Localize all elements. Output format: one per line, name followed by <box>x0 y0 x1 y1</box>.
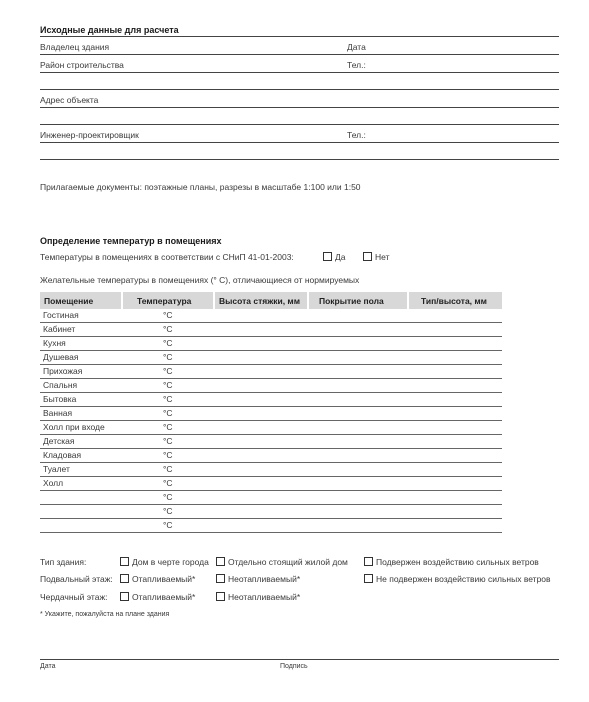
table-row <box>40 407 502 421</box>
district-label: Район строительства <box>40 60 124 70</box>
attic-heated-option[interactable] <box>120 592 195 602</box>
table-header-row <box>40 292 502 309</box>
checkbox-icon[interactable] <box>216 557 225 566</box>
table-row <box>40 435 502 449</box>
option-label: Отапливаемый* <box>132 592 196 602</box>
col-type-height: Тип/высота, мм <box>408 292 502 309</box>
room-name: Гостиная <box>40 309 122 323</box>
temperature-cell[interactable] <box>122 519 214 533</box>
floor-covering-cell[interactable] <box>308 505 408 519</box>
floor-covering-cell[interactable] <box>308 449 408 463</box>
no-label: Нет <box>375 252 390 262</box>
footnote: * Укажите, пожалуйста на плане здания <box>40 611 170 618</box>
room-name: Ванная <box>40 407 122 421</box>
col-floor-covering: Покрытие пола <box>308 292 408 309</box>
attic-unheated-option[interactable] <box>216 592 300 602</box>
floor-covering-cell[interactable] <box>308 421 408 435</box>
screed-height-cell[interactable] <box>214 491 308 505</box>
screed-height-cell[interactable] <box>214 449 308 463</box>
tel-label: Тел.: <box>347 60 366 70</box>
floor-covering-cell[interactable] <box>308 365 408 379</box>
degree-unit: °C <box>163 310 173 320</box>
table-row <box>40 505 502 519</box>
screed-height-cell[interactable] <box>214 393 308 407</box>
room-name: Кладовая <box>40 449 122 463</box>
room-name: Туалет <box>40 463 122 477</box>
basement-label: Подвальный этаж: <box>40 574 113 584</box>
temperature-cell[interactable] <box>122 505 214 519</box>
type-height-cell[interactable] <box>408 379 502 393</box>
yes-label: Да <box>335 252 346 262</box>
screed-height-cell[interactable] <box>214 407 308 421</box>
type-height-cell[interactable] <box>408 407 502 421</box>
checkbox-icon[interactable] <box>120 574 129 583</box>
type-option-detached[interactable] <box>216 557 348 567</box>
floor-covering-cell[interactable] <box>308 491 408 505</box>
checkbox-icon[interactable] <box>363 252 372 261</box>
type-height-cell[interactable] <box>408 463 502 477</box>
checkbox-icon[interactable] <box>120 557 129 566</box>
type-height-cell[interactable] <box>408 323 502 337</box>
option-label: Отдельно стоящий жилой дом <box>228 557 348 567</box>
screed-height-cell[interactable] <box>214 337 308 351</box>
table-row <box>40 449 502 463</box>
type-height-cell[interactable] <box>408 337 502 351</box>
table-row <box>40 421 502 435</box>
divider <box>40 36 559 37</box>
table-row <box>40 477 502 491</box>
temperature-cell[interactable] <box>122 435 214 449</box>
address-label: Адрес объекта <box>40 95 99 105</box>
engineer-label: Инженер-проектировщик <box>40 130 139 140</box>
table-row <box>40 393 502 407</box>
screed-height-cell[interactable] <box>214 421 308 435</box>
checkbox-icon[interactable] <box>120 592 129 601</box>
temperature-cell[interactable] <box>122 337 214 351</box>
floor-covering-cell[interactable] <box>308 379 408 393</box>
type-height-cell[interactable] <box>408 519 502 533</box>
room-name <box>40 505 122 519</box>
type-height-cell[interactable] <box>408 309 502 323</box>
degree-unit: °C <box>163 338 173 348</box>
type-height-cell[interactable] <box>408 421 502 435</box>
type-height-cell[interactable] <box>408 505 502 519</box>
table-row <box>40 365 502 379</box>
degree-unit: °C <box>163 394 173 404</box>
source-title: Исходные данные для расчета <box>40 25 179 35</box>
floor-covering-cell[interactable] <box>308 323 408 337</box>
temperature-cell[interactable] <box>122 477 214 491</box>
blank-field-line[interactable] <box>40 124 559 125</box>
temperature-cell[interactable] <box>122 407 214 421</box>
option-label: Неотапливаемый* <box>228 574 301 584</box>
screed-height-cell[interactable] <box>214 323 308 337</box>
checkbox-icon[interactable] <box>216 574 225 583</box>
degree-unit: °C <box>163 366 173 376</box>
snip-text: Температуры в помещениях в соответствии с СНиП 41-01-2003: <box>40 252 294 262</box>
blank-field-line[interactable] <box>40 159 559 160</box>
room-name: Прихожая <box>40 365 122 379</box>
degree-unit: °C <box>163 380 173 390</box>
option-label: Отапливаемый* <box>132 574 196 584</box>
temperature-cell[interactable] <box>122 309 214 323</box>
temps-title: Определение температур в помещениях <box>40 236 222 246</box>
room-name: Спальня <box>40 379 122 393</box>
type-height-cell[interactable] <box>408 491 502 505</box>
floor-covering-cell[interactable] <box>308 407 408 421</box>
floor-covering-cell[interactable] <box>308 435 408 449</box>
option-label: Подвержен воздействию сильных ветров <box>376 557 539 567</box>
basement-heated-option[interactable] <box>120 574 195 584</box>
degree-unit: °C <box>163 422 173 432</box>
temperature-cell[interactable] <box>122 449 214 463</box>
owner-field-line[interactable] <box>40 54 559 55</box>
floor-covering-cell[interactable] <box>308 463 408 477</box>
tel-label-2: Тел.: <box>347 130 366 140</box>
screed-height-cell[interactable] <box>214 519 308 533</box>
blank-field-line[interactable] <box>40 89 559 90</box>
basement-unheated-option[interactable] <box>216 574 300 584</box>
option-label: Неотапливаемый* <box>228 592 301 602</box>
degree-unit: °C <box>163 324 173 334</box>
type-option-windy[interactable] <box>364 557 539 567</box>
temperature-cell[interactable] <box>122 393 214 407</box>
degree-unit: °C <box>163 520 173 530</box>
floor-covering-cell[interactable] <box>308 519 408 533</box>
table-row <box>40 519 502 533</box>
screed-height-cell[interactable] <box>214 351 308 365</box>
rooms-table <box>40 292 502 533</box>
temperature-cell[interactable] <box>122 379 214 393</box>
temperature-cell[interactable] <box>122 365 214 379</box>
temperature-cell[interactable] <box>122 463 214 477</box>
type-height-cell[interactable] <box>408 351 502 365</box>
table-row <box>40 491 502 505</box>
date-label: Дата <box>347 42 366 52</box>
floor-covering-cell[interactable] <box>308 337 408 351</box>
table-row <box>40 463 502 477</box>
screed-height-cell[interactable] <box>214 477 308 491</box>
screed-height-cell[interactable] <box>214 309 308 323</box>
room-name: Душевая <box>40 351 122 365</box>
district-field-line[interactable] <box>40 72 559 73</box>
temperature-cell[interactable] <box>122 351 214 365</box>
snip-no-option[interactable] <box>363 252 389 262</box>
desired-text: Желательные температуры в помещениях (° C), отличающиеся от нормируемых <box>40 275 360 285</box>
type-height-cell[interactable] <box>408 449 502 463</box>
room-name <box>40 491 122 505</box>
screed-height-cell[interactable] <box>214 365 308 379</box>
table-row <box>40 323 502 337</box>
table-row <box>40 309 502 323</box>
degree-unit: °C <box>163 436 173 446</box>
floor-covering-cell[interactable] <box>308 351 408 365</box>
checkbox-icon[interactable] <box>216 592 225 601</box>
temperature-cell[interactable] <box>122 491 214 505</box>
type-height-cell[interactable] <box>408 435 502 449</box>
degree-unit: °C <box>163 506 173 516</box>
room-name <box>40 519 122 533</box>
table-row <box>40 351 502 365</box>
room-name: Холл <box>40 477 122 491</box>
degree-unit: °C <box>163 450 173 460</box>
screed-height-cell[interactable] <box>214 435 308 449</box>
option-label: Не подвержен воздействию сильных ветров <box>376 574 551 584</box>
snip-yes-option[interactable] <box>323 252 345 262</box>
type-height-cell[interactable] <box>408 393 502 407</box>
room-name: Детская <box>40 435 122 449</box>
checkbox-icon[interactable] <box>323 252 332 261</box>
floor-covering-cell[interactable] <box>308 309 408 323</box>
signature-line[interactable] <box>40 659 559 660</box>
degree-unit: °C <box>163 352 173 362</box>
room-name: Кабинет <box>40 323 122 337</box>
temperature-cell[interactable] <box>122 421 214 435</box>
not-windy-option[interactable] <box>364 574 551 584</box>
type-height-cell[interactable] <box>408 477 502 491</box>
room-name: Кухня <box>40 337 122 351</box>
screed-height-cell[interactable] <box>214 505 308 519</box>
col-temperature: Температура <box>122 292 214 309</box>
attic-label: Чердачный этаж: <box>40 592 108 602</box>
option-label: Дом в черте города <box>132 557 209 567</box>
room-name: Бытовка <box>40 393 122 407</box>
floor-covering-cell[interactable] <box>308 393 408 407</box>
degree-unit: °C <box>163 464 173 474</box>
degree-unit: °C <box>163 408 173 418</box>
col-screed-height: Высота стяжки, мм <box>214 292 308 309</box>
engineer-field-line[interactable] <box>40 142 559 143</box>
screed-height-cell[interactable] <box>214 379 308 393</box>
room-name: Холл при входе <box>40 421 122 435</box>
checkbox-icon[interactable] <box>364 574 373 583</box>
table-row <box>40 379 502 393</box>
footer-signature-label: Подпись <box>280 663 308 670</box>
table-row <box>40 337 502 351</box>
degree-unit: °C <box>163 492 173 502</box>
owner-label: Владелец здания <box>40 42 110 52</box>
checkbox-icon[interactable] <box>364 557 373 566</box>
degree-unit: °C <box>163 478 173 488</box>
address-field-line[interactable] <box>40 107 559 108</box>
col-room: Помещение <box>40 292 122 309</box>
floor-covering-cell[interactable] <box>308 477 408 491</box>
type-option-city[interactable] <box>120 557 209 567</box>
temperature-cell[interactable] <box>122 323 214 337</box>
building-type-label: Тип здания: <box>40 557 87 567</box>
footer-date-label: Дата <box>40 663 56 670</box>
type-height-cell[interactable] <box>408 365 502 379</box>
documents-text: Прилагаемые документы: поэтажные планы, разрезы в масштабе 1:100 или 1:50 <box>40 182 361 192</box>
screed-height-cell[interactable] <box>214 463 308 477</box>
